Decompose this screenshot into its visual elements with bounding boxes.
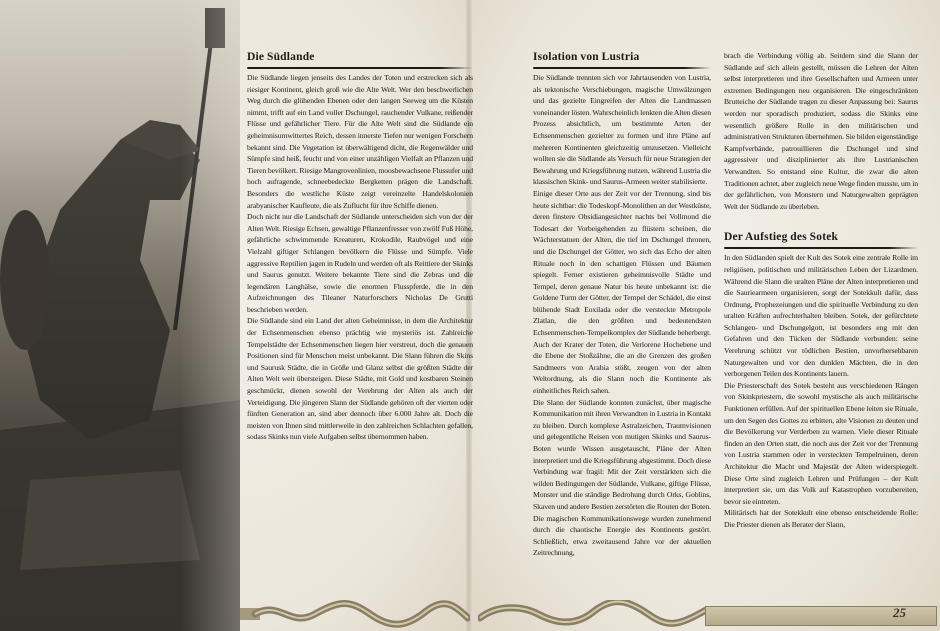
section-heading: Die Südlande — [247, 50, 473, 67]
scroll-ornament-right — [478, 600, 708, 630]
column-sotek — [724, 50, 918, 531]
paragraph: Einige dieser Orte aus der Zeit vor der Trennung, sind bis heute sichtbar: die Todeskopf-Monolithen an der Westküste, deren finstere Obsidiangesichter nachts bei Vollmond die Todesart der Vorbeigehenden zu flüstern scheinen, die Wächterstatuen der Alten, die tief im Dschungel thronen, und die Dschungel der Götter, wo sich das Echo der alten Rituale noch in den schattigen Flüssen und Bäumen spiegelt. Ferner existieren geheimnisvolle Städte und Tempel, deren genaue Natur bis heute unbekannt ist: die Goldene Turm der Götter, der Tempel der Schädel, die einst blühende Stadt Eoxilada oder die versteckte Metropole Zlatlan, die den größten und bedeutendsten Echsenmenschen-Tempelkomplex der Südlande beherbergt. Auch der Krater der Toten, die Verlorene Hochebene und die Ebene der Stoßzähne, die an die Grenzen des großen Sandmeers von Arabia stößt, zeugen von der alten Weltordnung, als die Slann noch die Kontinente als einheitliches Reich sahen. — [533, 188, 711, 396]
lizardman-illustration — [0, 0, 240, 631]
paragraph-continued: brach die Verbindung völlig ab. Seitdem sind die Slann der Südlande auf sich allein gestellt, müssen die Lehren der Alten selbst interpretieren und ihre Gesellschaften und Armeen unter extremen Bedingungen neu organisieren. Die eingeschränkten Brutteiche der Südlande tragen zu dieser Anpassung bei: Saurus werden nur sporadisch produziert, sodass die Skinks eine wesentlich größere Rolle in den militärischen und administrativen Strukturen übernehmen. Sie bilden eigenständige Kampfverbände, patrouillieren die Dschungel und sind aggressiver und disziplinierter als ihre Lustrianischen Verwandten. So entstand eine Kultur, die zwar die alten Traditionen achtet, aber zugleich neue Wege finden musste, um in der gefährlichen, von Monstern und Naturgewalten geprägten Welt der Südlande zu überleben. — [724, 51, 918, 211]
column-suedlande — [247, 50, 473, 443]
section-heading: Der Aufstieg des Sotek — [724, 230, 918, 247]
paragraph: Die Slann der Südlande konnten zunächst, über magische Kommunikation mit ihren Verwandten in Lustria in Kontakt zu bleiben. Durch komplexe Astralzeichen, Traumvisionen und gelegentliche Reisen von mutigen Skinks und Saurus-Boten wurde Wissen ausgetauscht, Pläne der Alten interpretiert und die Kriegsführung abgestimmt. Doch diese Verbindung war fragil: Mit der Zeit verstärkten sich die wilden Bedingungen der Südlande, Vulkane, giftige Flüsse, Monster und die ständige Bedrohung durch Orks, Goblins, Skaven und andere Bestien zerstörten die Routen der Boten. Die magischen Kommunikationswege wurden zunehmend durch die chaotische Energie des Kontinents gestört. Schließlich, etwa zweitausend Jahre vor der aktuellen Zeitrechnung, — [533, 397, 711, 558]
paragraph: Die Priesterschaft des Sotek besteht aus verschiedenen Rängen von Skinkpriestern, die sowohl mystische als auch militärische Funktionen erfüllen. Auf der spirituellen Ebene leiten sie Rituale, um den Segen des Gottes zu erbitten, alte Visionen zu deuten und die Bevölkerung vor Verderben zu warnen. Viele dieser Rituale finden an den Orten statt, die noch aus der Zeit vor der Trennung von Lustria stammen oder in versteckten Tempelruinen, deren Architektur die Macht und Majestät der Alten widerspiegelt. Diese Orte sind zugleich Lehren und Prüfungen – der Kult interpretiert sie, um das Volk auf Katastrophen vorzubereiten, bevor sie eintreten. — [724, 380, 918, 506]
paragraph: Die Südlande sind ein Land der alten Geheimnisse, in dem die Architektur der Echsenmenschen ebenso prächtig wie mysteriös ist. Zahlreiche Tempelstädte der Echsenmenschen liegen hier verstreut, doch die genauen Positionen sind für Menschen meist unbekannt. Die Slann führen die Skins und Saurusk Städte, die in Größe und Glanz selbst die größten Städte der Alten Welt weit übersteigen. Diese Städte, mit Gold und kostbaren Steinen geschmückt, dienen sowohl der Verehrung der Alten als auch der Verteidigung. Die jüngeren Slann der Südlande gehören oft der vierten oder fünften Generation an, sind aber dennoch über 6.000 Jahre alt. Doch die meisten von Ihnen sind mittlerweile in den zahlreichen Schlachten gefallen, sodass Skinks nun viele Aufgaben selbst übernommen haben. — [247, 316, 473, 442]
scroll-ornament-left — [240, 600, 470, 630]
paragraph: Militärisch hat der Sotekkult eine ebenso entscheidende Rolle: Die Priester dienen als Berater der Slann, — [724, 508, 918, 529]
paragraph: Die Südlande liegen jenseits des Landes der Toten und erstrecken sich als riesiger Kontinent, gleich groß wie die Alte Welt. Wer den beschwerlichen Weg durch die glühenden Ebenen oder den langen Seeweg um die Küsten nimmt, trifft auf ein Land voller Dschungel, rauchender Vulkane, reißender Flüsse und gefährlicher Tiere. Für die Alte Welt sind die Südlande ein geheimnisumwittertes Reich, dessen innerste Tiefen nur wenigen Forschern bekannt sind. Die Vegetation ist überwältigend dicht, die Regenwälder und Sümpfe sind heiß, feucht und von einer unzähligen Vielfalt an Pflanzen und Tieren bevölkert. Riesige Mangrovenlinien, moosbewachsene Flussufer und hoch aufragende, schneebedeckte Bergketten prägen die Landschaft. Besonders die westliche Küste zeigt vereinzelte Handelskolonien arabyanischer Kaufleute, die als Zuflucht für ihre Schiffe dienen. — [247, 73, 473, 210]
section-heading: Isolation von Lustria — [533, 50, 711, 67]
paragraph: Die Südlande trennten sich vor Jahrtausenden von Lustria, als tektonische Verschiebungen, magische Umwälzungen und das gezielte Eingreifen der Alten die Landmassen voneinander lösten. Wahrscheinlich lenkten die Alten diesen Prozess absichtlich, um bestimmte Arten der Echsenmenschen gezielter zu formen und ihre Pläne auf mehreren Kontinenten gleichzeitig umzusetzen. Vielleicht wollten sie die Südlande als Versuch für neue Strategien der Bewahrung und Kriegsführung nutzen, während Lustria die klassischen Skink- und Saurus-Armeen weiter stabilisierte. — [533, 73, 711, 187]
page-number: 25 — [893, 605, 906, 620]
column-isolation — [533, 50, 711, 559]
paragraph: Doch nicht nur die Landschaft der Südlande unterscheiden sich von der der Alten Welt. Riesige Echsen, gewaltige Pflanzenfresser von zwölf Fuß Höhe, gefährliche schwimmende Kreaturen, Krokodile, Raubvögel und eine Vielzahl giftiger Schlangen bevölkern die Flüsse und Sümpfe. Viele aggressive Reptilien jagen in Rudeln und werden oft als Reittiere der Skinks und Saurus genutzt. Weitere bekannte Tiere sind die Zebras und die legendären Langhälse, sowie die enormen Flusspferde, die in den Aufzeichnungen des Tileaner Naturforschers Nicholas De Grutti beschrieben werden. — [247, 212, 473, 314]
paragraph: In den Südlanden spielt der Kult des Sotek eine zentrale Rolle im religiösen, politischen und militärischen Leben der Lizardmen. Während die Slann die uralten Pläne der Alten interpretieren und die Sauriearmeen organisieren, sorgt der Sotekkult dafür, dass Ordnung, Prophezeiungen und die spirituelle Verbindung zu den uralten Kräften aufrechterhalten bleiben. Sotek, der gefürchtete Schlangen- und Dschungelgott, ist besonders eng mit den Gefahren und den Tücken der Südlande verbunden: seine Verehrung schützt vor tödlichen Bestien, unvorhersehbaren Naturgewalten und vor den dunklen Mächten, die in den verborgenen Teilen des Kontinents lauern. — [724, 253, 918, 379]
